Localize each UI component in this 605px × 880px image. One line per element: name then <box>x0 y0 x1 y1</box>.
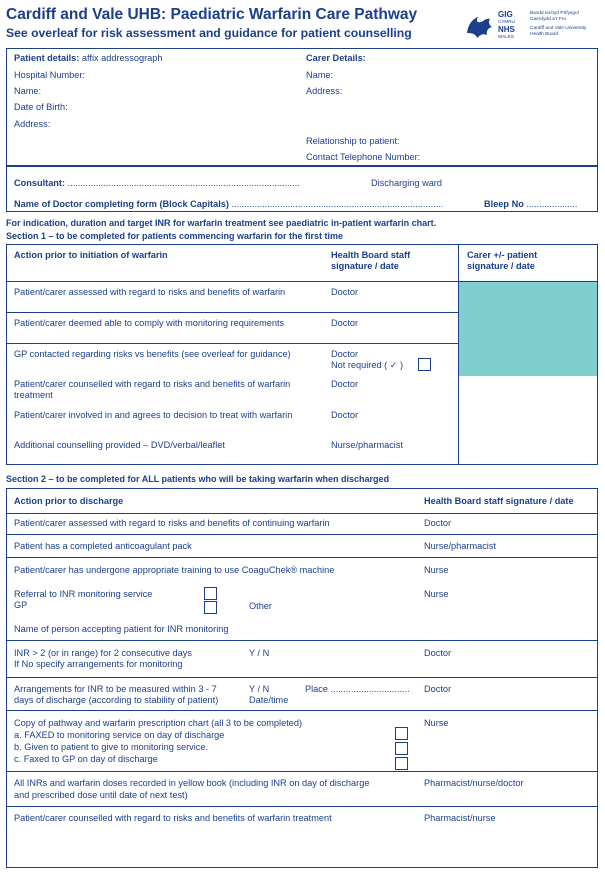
section1-row-action: Patient/carer deemed able to comply with monitoring requirements <box>14 318 285 328</box>
section1-heading: Section 1 – to be completed for patients commencing warfarin for the first time <box>6 231 344 241</box>
consultant-field[interactable]: Consultant: ........................................................................................... <box>14 178 300 188</box>
dob-field[interactable]: Date of Birth: <box>14 102 68 112</box>
section2-heading: Section 2 – to be completed for ALL patients who will be taking warfarin when discharged <box>6 474 390 484</box>
inr-arrangements-label: If No specify arrangements for monitoring <box>14 659 183 669</box>
inr-measure-label-2: days of discharge (according to stability of patient) <box>14 695 219 705</box>
given-patient-label: b. Given to patient to give to monitoring service. <box>14 742 209 752</box>
section1-col-action: Action prior to initiation of warfarin <box>14 250 168 260</box>
not-required-checkbox[interactable] <box>418 358 431 371</box>
patient-details-label: Patient details: affix addressograph <box>14 53 163 63</box>
contact-phone-field[interactable]: Contact Telephone Number: <box>306 152 421 162</box>
section1-row-staff: Nurse/pharmacist <box>331 440 403 450</box>
inr-yes-no[interactable]: Y / N <box>249 648 270 658</box>
section1-row-staff: Doctor <box>331 379 359 389</box>
faxed-monitoring-checkbox[interactable] <box>395 727 408 740</box>
section1-row-action: Patient/carer assessed with regard to risks and benefits of warfarin <box>14 287 286 297</box>
faxed-monitoring-label: a. FAXED to monitoring service on day of discharge <box>14 730 225 740</box>
logo-welsh-name: Bwrdd Iechyd Prifysgol Caerdydd a’r Fro <box>530 11 579 22</box>
logo-wales: WALES <box>498 34 514 39</box>
accepting-person-field[interactable]: Name of person accepting patient for INR monitoring <box>14 624 229 634</box>
section2-row-action: Patient/carer has undergone appropriate training to use CoaguChek® machine <box>14 565 335 575</box>
measure-datetime-field[interactable]: Date/time <box>249 695 289 705</box>
section2-col-action: Action prior to discharge <box>14 496 124 506</box>
given-patient-checkbox[interactable] <box>395 742 408 755</box>
section1-row-staff: Doctor <box>331 318 359 328</box>
patient-address-field[interactable]: Address: <box>14 119 51 129</box>
faxed-gp-checkbox[interactable] <box>395 757 408 770</box>
inr-recorded-label-2: and prescribed dose until date of next test) <box>14 790 188 800</box>
page-title: Cardiff and Vale UHB: Paediatric Warfarin Care Pathway <box>6 6 418 23</box>
relationship-field[interactable]: Relationship to patient: <box>306 136 400 146</box>
section2-row-staff: Nurse <box>424 565 449 575</box>
not-required-label: Not required ( ✓ ) <box>331 360 404 370</box>
inr-measure-label: Arrangements for INR to be measured within 3 - 7 <box>14 684 217 694</box>
logo-nhs: NHS <box>498 25 515 34</box>
page-subtitle: See overleaf for risk assessment and guidance for patient counselling <box>6 26 412 40</box>
hospital-number-field[interactable]: Hospital Number: <box>14 70 85 80</box>
section1-col-staff: Health Board staff signature / date <box>331 250 411 271</box>
carer-name-field[interactable]: Name: <box>306 70 334 80</box>
section1-row-action: Additional counselling provided – DVD/verbal/leaflet <box>14 440 225 450</box>
measure-yes-no[interactable]: Y / N <box>249 684 270 694</box>
gp-checkbox[interactable] <box>204 601 217 614</box>
indication-note: For indication, duration and target INR for warfarin treatment see paediatric in-patient warfarin chart. <box>6 218 437 228</box>
section1-row-staff: Doctor <box>331 410 359 420</box>
section1-row-staff: Doctor <box>331 349 359 359</box>
discharging-ward-field[interactable]: Discharging ward <box>371 178 442 188</box>
section2-row-staff: Doctor <box>424 648 452 658</box>
logo-cymru: CYMRU <box>498 19 515 24</box>
inr-range-label: INR > 2 (or in range) for 2 consecutive days <box>14 648 192 658</box>
inr-recorded-label: All INRs and warfarin doses recorded in yellow book (including INR on day of discharge <box>14 778 370 788</box>
patient-details-box <box>6 48 598 166</box>
section1-row-action: Patient/carer involved in and agrees to decision to treat with warfarin <box>14 410 293 420</box>
section2-row-staff: Doctor <box>424 518 452 528</box>
gp-label: GP <box>14 600 28 610</box>
section1-row-action: Patient/carer counselled with regard to risks and benefits of warfarin treatment <box>14 379 291 400</box>
section2-row-staff: Doctor <box>424 684 452 694</box>
section1-col-carer: Carer +/- patient signature / date <box>467 250 538 271</box>
welsh-dragon-icon <box>462 9 496 43</box>
referral-label: Referral to INR monitoring service <box>14 589 153 599</box>
section2-row-staff: Pharmacist/nurse <box>424 813 496 823</box>
referral-checkbox[interactable] <box>204 587 217 600</box>
bleep-field[interactable]: Bleep No .................... <box>484 199 578 209</box>
nhs-wales-logo <box>460 6 602 46</box>
section1-row-staff: Doctor <box>331 287 359 297</box>
logo-gig: GIG <box>498 10 513 19</box>
carer-signature-shaded-area <box>459 282 597 376</box>
section2-row-staff: Nurse/pharmacist <box>424 541 496 551</box>
other-label: Other <box>249 601 272 611</box>
section2-row-staff: Pharmacist/nurse/doctor <box>424 778 524 788</box>
doctor-name-field[interactable]: Name of Doctor completing form (Block Capitals) ................................................................................... <box>14 199 444 209</box>
logo-english-name: Cardiff and Vale University Health Board <box>530 26 587 37</box>
section2-row-action: Patient/carer counselled with regard to risks and benefits of warfarin treatment <box>14 813 332 823</box>
section1-row-action: GP contacted regarding risks vs benefits (see overleaf for guidance) <box>14 349 291 359</box>
section2-row-action: Patient/carer assessed with regard to risks and benefits of continuing warfarin <box>14 518 330 528</box>
section2-row-staff: Nurse <box>424 589 449 599</box>
copy-pathway-label: Copy of pathway and warfarin prescription chart (all 3 to be completed) <box>14 718 303 728</box>
section2-col-staff: Health Board staff signature / date <box>424 496 574 506</box>
carer-details-label: Carer Details: <box>306 53 366 63</box>
measure-place-field[interactable]: Place ............................... <box>305 684 410 694</box>
faxed-gp-label: c. Faxed to GP on day of discharge <box>14 754 158 764</box>
patient-name-field[interactable]: Name: <box>14 86 42 96</box>
carer-address-field[interactable]: Address: <box>306 86 343 96</box>
section2-row-action: Patient has a completed anticoagulant pack <box>14 541 192 551</box>
section2-row-staff: Nurse <box>424 718 449 728</box>
